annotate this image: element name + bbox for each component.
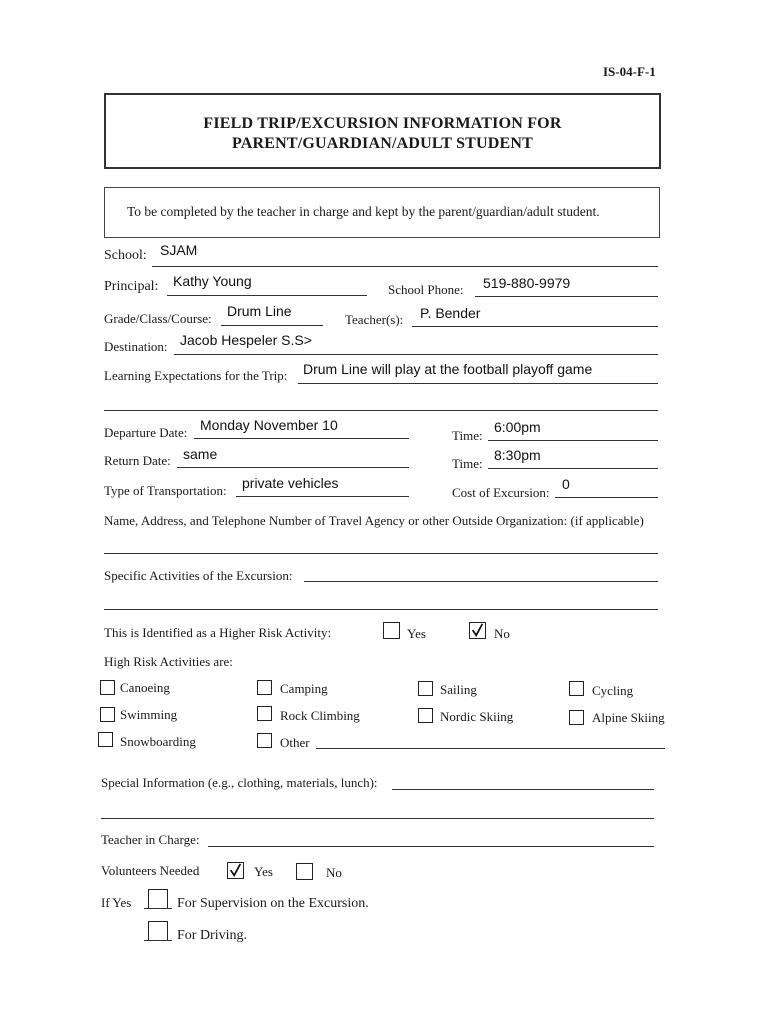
rock-climbing-checkbox[interactable] (257, 706, 272, 721)
transportation-label: Type of Transportation: (104, 483, 227, 498)
cost-value[interactable]: 0 (562, 476, 570, 492)
expectations-value[interactable]: Drum Line will play at the football playoff game (303, 361, 593, 377)
volunteers-no-label: No (326, 865, 342, 880)
principal-field-line[interactable] (167, 295, 367, 296)
cycling-label: Cycling (592, 683, 634, 698)
instruction-box (104, 187, 660, 238)
alpine-skiing-label: Alpine Skiing (592, 710, 665, 725)
grade-course-label: Grade/Class/Course: (104, 311, 212, 326)
return-time-field-line[interactable] (488, 468, 658, 469)
camping-label: Camping (280, 681, 328, 696)
nordic-skiing-label: Nordic Skiing (440, 709, 514, 724)
swimming-label: Swimming (120, 707, 178, 722)
special-info-label: Special Information (e.g., clothing, materials, lunch): (101, 775, 378, 790)
rock-climbing-label: Rock Climbing (280, 708, 360, 723)
destination-label: Destination: (104, 339, 168, 354)
school-value[interactable]: SJAM (160, 242, 198, 258)
volunteers-no-checkbox[interactable] (296, 863, 313, 880)
supervision-checkbox[interactable] (148, 889, 168, 909)
teacher-in-charge-field-line[interactable] (208, 846, 654, 847)
camping-checkbox[interactable] (257, 680, 272, 695)
teachers-value[interactable]: P. Bender (420, 305, 481, 321)
return-time-value[interactable]: 8:30pm (494, 447, 541, 463)
school-phone-label: School Phone: (388, 282, 464, 297)
teacher-in-charge-label: Teacher in Charge: (101, 832, 200, 847)
school-phone-field-line[interactable] (475, 296, 658, 297)
expectations-extra-line[interactable] (104, 410, 658, 411)
form-code: IS-04-F-1 (603, 64, 656, 79)
departure-date-value[interactable]: Monday November 10 (200, 417, 338, 433)
sailing-label: Sailing (440, 682, 477, 697)
canoeing-label: Canoeing (120, 680, 170, 695)
principal-value[interactable]: Kathy Young (173, 273, 252, 289)
teachers-field-line[interactable] (412, 326, 658, 327)
sailing-checkbox[interactable] (418, 681, 433, 696)
transportation-field-line[interactable] (236, 496, 409, 497)
activities-label: Specific Activities of the Excursion: (104, 568, 293, 583)
grade-course-value[interactable]: Drum Line (227, 303, 292, 319)
agency-field-line[interactable] (104, 553, 658, 554)
checkmark-icon (470, 623, 485, 638)
departure-date-label: Departure Date: (104, 425, 188, 440)
title-line-1: FIELD TRIP/EXCURSION INFORMATION FOR (203, 115, 562, 132)
departure-time-value[interactable]: 6:00pm (494, 419, 541, 435)
volunteers-yes-checkbox[interactable] (227, 862, 244, 879)
activities-extra-line[interactable] (104, 609, 658, 610)
expectations-label: Learning Expectations for the Trip: (104, 368, 288, 383)
driving-checkbox[interactable] (148, 921, 168, 941)
canoeing-checkbox[interactable] (100, 680, 115, 695)
return-date-label: Return Date: (104, 453, 171, 468)
cost-label: Cost of Excursion: (452, 485, 550, 500)
other-field-line[interactable] (316, 748, 665, 749)
high-risk-heading: High Risk Activities are: (104, 654, 233, 669)
school-field-line[interactable] (152, 266, 658, 267)
higher-risk-yes-checkbox[interactable] (383, 622, 400, 639)
departure-time-label: Time: (452, 428, 483, 443)
volunteers-yes-label: Yes (254, 864, 273, 879)
higher-risk-yes-label: Yes (407, 626, 426, 641)
snowboarding-label: Snowboarding (120, 734, 196, 749)
title-line-2: PARENT/GUARDIAN/ADULT STUDENT (231, 135, 534, 152)
swimming-checkbox[interactable] (100, 707, 115, 722)
departure-date-field-line[interactable] (194, 438, 409, 439)
supervision-label: For Supervision on the Excursion. (177, 896, 369, 911)
special-info-extra-line[interactable] (101, 818, 654, 819)
higher-risk-no-checkbox[interactable] (469, 622, 486, 639)
if-yes-label: If Yes (101, 895, 132, 910)
activities-field-line[interactable] (304, 581, 658, 582)
special-info-field-line[interactable] (392, 789, 654, 790)
higher-risk-label: This is Identified as a Higher Risk Activity: (104, 625, 332, 640)
return-time-label: Time: (452, 456, 483, 471)
departure-time-field-line[interactable] (488, 440, 658, 441)
driving-underline (144, 940, 172, 941)
other-label: Other (280, 735, 310, 750)
transportation-value[interactable]: private vehicles (242, 475, 339, 491)
destination-field-line[interactable] (174, 354, 658, 355)
cycling-checkbox[interactable] (569, 681, 584, 696)
school-label: School: (104, 248, 147, 263)
higher-risk-no-label: No (494, 626, 510, 641)
cost-field-line[interactable] (555, 497, 658, 498)
other-checkbox[interactable] (257, 733, 272, 748)
agency-label: Name, Address, and Telephone Number of Travel Agency or other Outside Organization: (if applicable) (104, 513, 644, 528)
grade-course-field-line[interactable] (221, 325, 323, 326)
teachers-label: Teacher(s): (345, 312, 404, 327)
volunteers-label: Volunteers Needed (101, 863, 200, 878)
expectations-field-line[interactable] (298, 383, 658, 384)
alpine-skiing-checkbox[interactable] (569, 710, 584, 725)
title-box (104, 93, 661, 169)
return-date-value[interactable]: same (183, 446, 218, 462)
instruction-text: To be completed by the teacher in charge and kept by the parent/guardian/adult student. (127, 204, 600, 219)
driving-label: For Driving. (177, 928, 247, 943)
destination-value[interactable]: Jacob Hespeler S.S> (180, 332, 312, 348)
return-date-field-line[interactable] (177, 467, 409, 468)
snowboarding-checkbox[interactable] (98, 732, 113, 747)
supervision-underline (144, 908, 172, 909)
principal-label: Principal: (104, 279, 159, 294)
nordic-skiing-checkbox[interactable] (418, 708, 433, 723)
checkmark-icon (228, 863, 243, 878)
school-phone-value[interactable]: 519-880-9979 (483, 275, 571, 291)
